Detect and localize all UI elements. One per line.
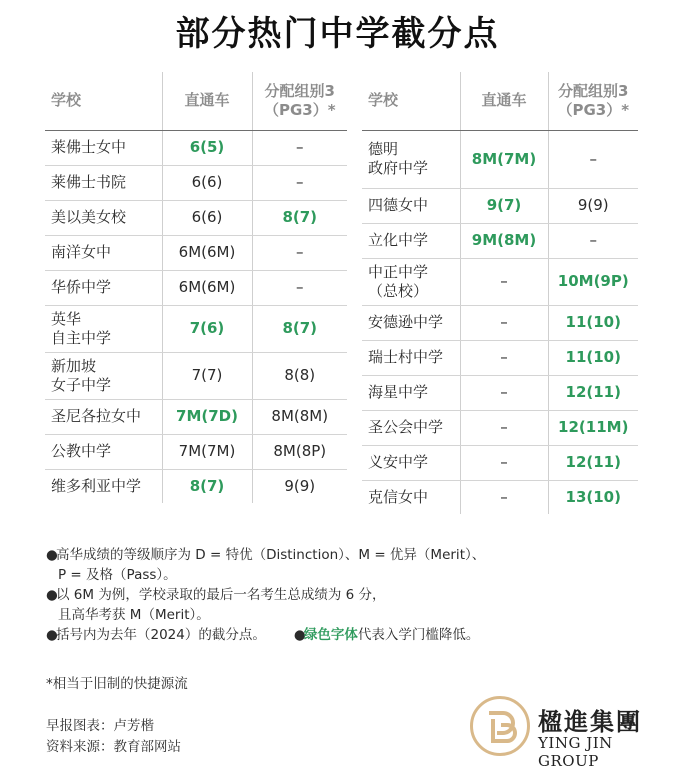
- direct-cutoff-cell: –: [460, 445, 548, 480]
- header-school: 学校: [362, 72, 460, 130]
- table-row: [362, 445, 638, 480]
- table-row: [45, 200, 347, 235]
- header-school: 学校: [45, 72, 162, 130]
- note-brackets: ●括号内为去年（2024）的截分点。: [46, 627, 266, 643]
- pg3-cutoff-cell: 8M(8P): [252, 434, 347, 469]
- pg3-cutoff-cell: 8(7): [252, 305, 347, 352]
- credits: [46, 716, 181, 758]
- table-header-row: [362, 72, 638, 130]
- table-row: [45, 235, 347, 270]
- pg3-cutoff-cell: 8(8): [252, 352, 347, 399]
- table-row: [45, 165, 347, 200]
- school-name-cell: 美以美女校: [45, 200, 162, 235]
- table-row: [45, 270, 347, 305]
- table-row: [362, 375, 638, 410]
- pg3-cutoff-cell: –: [548, 130, 638, 188]
- direct-cutoff-cell: –: [460, 410, 548, 445]
- direct-cutoff-cell: –: [460, 340, 548, 375]
- header-pg3: 分配组别3 （PG3）*: [548, 72, 638, 130]
- pg3-cutoff-cell: 13(10): [548, 480, 638, 514]
- logo-icon: [470, 696, 530, 756]
- school-name-cell: 维多利亚中学: [51, 476, 142, 495]
- note-row-brackets-green: [46, 625, 646, 645]
- school-name-cell: 四德女中: [362, 188, 460, 223]
- table-row: [45, 130, 347, 165]
- pg3-cutoff-cell: 10M(9P): [548, 258, 638, 305]
- green-font-label: 绿色字体: [303, 627, 358, 643]
- pg3-cutoff-cell: 11(10): [548, 305, 638, 340]
- direct-cutoff-cell: 7(7): [162, 352, 252, 399]
- table-row: [362, 188, 638, 223]
- direct-cutoff-cell: 6(5): [162, 130, 252, 165]
- table-row: [362, 340, 638, 375]
- table-row: [45, 399, 347, 434]
- logo-text-chinese: 楹進集團: [538, 707, 642, 736]
- pg3-cutoff-cell: 12(11): [548, 445, 638, 480]
- school-name-cell: 安德逊中学: [362, 305, 460, 340]
- table-row: [362, 258, 638, 305]
- school-name-cell: 立化中学: [362, 223, 460, 258]
- direct-cutoff-cell: 7(6): [162, 305, 252, 352]
- school-name-cell: 英华 自主中学: [45, 305, 162, 352]
- direct-cutoff-cell: 9M(8M): [460, 223, 548, 258]
- note-example: ●以 6M 为例，学校录取的最后一名考生总成绩为 6 分，: [46, 587, 386, 603]
- direct-cutoff-cell: 6M(6M): [162, 235, 252, 270]
- note-green-meaning: ●绿色字体代表入学门槛降低。: [293, 627, 480, 643]
- school-name-cell: 义安中学: [362, 445, 460, 480]
- school-name-cell: 南洋女中: [45, 235, 162, 270]
- school-name-cell: 圣公会中学: [362, 410, 460, 445]
- header-direct: 直通车: [162, 72, 252, 130]
- cutoff-table-right: [362, 72, 638, 514]
- school-name-cell: 莱佛士女中: [45, 130, 162, 165]
- note-grade-order-cont: P = 及格（Pass）。: [58, 567, 177, 583]
- direct-cutoff-cell: 6(6): [162, 165, 252, 200]
- school-name-cell: 莱佛士书院: [45, 165, 162, 200]
- pg3-cutoff-cell: 9(9): [548, 188, 638, 223]
- pg3-cutoff-cell: 12(11): [548, 375, 638, 410]
- school-name-cell: 中正中学 （总校）: [362, 258, 460, 305]
- table-row: [362, 130, 638, 188]
- direct-cutoff-cell: 8M(7M): [460, 130, 548, 188]
- table-row: [362, 410, 638, 445]
- direct-cutoff-cell: –: [460, 305, 548, 340]
- table-row: [45, 305, 347, 352]
- notes-section: [46, 545, 646, 645]
- table-header-row: [45, 72, 347, 130]
- pg3-cutoff-cell: –: [548, 223, 638, 258]
- source-credit: 资料来源：教育部网站: [46, 739, 181, 755]
- school-name-cell: 圣尼各拉女中: [45, 399, 162, 434]
- pg3-cutoff-cell: 9(9): [252, 469, 347, 503]
- school-name-cell: 新加坡 女子中学: [45, 352, 162, 399]
- pg3-cutoff-cell: –: [252, 270, 347, 305]
- cutoff-table-left: [45, 72, 347, 503]
- logo-text-english: YING JIN GROUP: [538, 734, 613, 770]
- table-row: [45, 352, 347, 399]
- school-name-cell: 公教中学: [45, 434, 162, 469]
- direct-cutoff-cell: 8(7): [162, 469, 252, 503]
- direct-cutoff-cell: 7M(7M): [162, 434, 252, 469]
- pg3-cutoff-cell: –: [252, 165, 347, 200]
- direct-cutoff-cell: –: [460, 480, 548, 514]
- school-name-cell: 华侨中学: [45, 270, 162, 305]
- direct-cutoff-cell: 7M(7D): [162, 399, 252, 434]
- pg3-cutoff-cell: 8M(8M): [252, 399, 347, 434]
- school-name-cell: 瑞士村中学: [362, 340, 460, 375]
- header-pg3: 分配组别3 （PG3）*: [252, 72, 347, 130]
- pg3-cutoff-cell: –: [252, 130, 347, 165]
- direct-cutoff-cell: –: [460, 375, 548, 410]
- chart-credit: 早报图表：卢芳楷: [46, 718, 154, 734]
- direct-cutoff-cell: 9(7): [460, 188, 548, 223]
- school-name-cell: 海星中学: [362, 375, 460, 410]
- table-row: [362, 480, 638, 514]
- pg3-cutoff-cell: 11(10): [548, 340, 638, 375]
- school-name-cell: 克信女中: [368, 487, 429, 506]
- direct-cutoff-cell: 6M(6M): [162, 270, 252, 305]
- pg3-cutoff-cell: 8(7): [252, 200, 347, 235]
- pg3-cutoff-cell: 12(11M): [548, 410, 638, 445]
- header-direct: 直通车: [460, 72, 548, 130]
- direct-cutoff-cell: 6(6): [162, 200, 252, 235]
- pg3-cutoff-cell: –: [252, 235, 347, 270]
- page-title: 部分热门中学截分点: [175, 14, 500, 54]
- note-grade-order: ●高华成绩的等级顺序为 D = 特优（Distinction）、M = 优异（Merit）、: [46, 547, 486, 563]
- school-name-cell: 德明 政府中学: [362, 130, 460, 188]
- footnote-star: *相当于旧制的快捷源流: [46, 676, 188, 692]
- table-row: [362, 223, 638, 258]
- direct-cutoff-cell: –: [460, 258, 548, 305]
- table-row: [45, 434, 347, 469]
- table-row: [45, 469, 347, 503]
- table-row: [362, 305, 638, 340]
- note-example-cont: 且高华考获 M（Merit）。: [58, 607, 210, 623]
